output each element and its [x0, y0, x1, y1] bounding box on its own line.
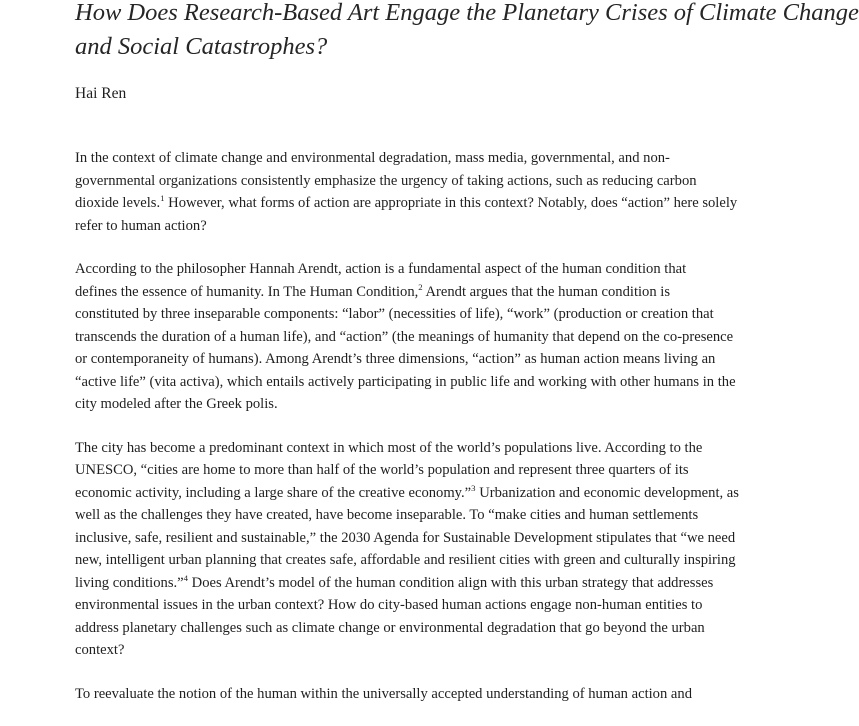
paragraph-line: city modeled after the Greek polis.: [75, 396, 278, 412]
footnote-marker: 1: [160, 193, 165, 204]
paragraph-line: To reevaluate the notion of the human within the universally accepted understanding of human action and: [75, 685, 692, 702]
paragraph-line: dioxide levels.$^1$ However, what forms of action are appropriate in this context? Notably, does “action” here solely: [75, 193, 738, 211]
footnote-marker: 3: [471, 482, 476, 493]
paragraph-line: The city has become a predominant context in which most of the world’s populations live. According to the: [75, 439, 703, 456]
author-name: Hai Ren: [75, 85, 127, 102]
article-body: [75, 147, 745, 726]
title-line-2: and Social Catastrophes?: [75, 33, 328, 60]
paragraph-1: [75, 147, 745, 237]
footnote-marker: 2: [418, 281, 423, 292]
paragraph-line: environmental issues in the urban context? How do city-based human actions engage non-human entities to: [75, 597, 703, 613]
title-line-1: How Does Research-Based Art Engage the Planetary Crises of Climate Change: [75, 0, 859, 26]
paragraph-line: new, intelligent urban planning that creates safe, affordable and resilient cities with green and culturally inspiring: [75, 552, 736, 568]
paragraph-2: [75, 258, 745, 416]
paragraph-line: In the context of climate change and environmental degradation, mass media, governmental, and non-: [75, 150, 670, 166]
article-title: [75, 0, 859, 64]
paragraph-line: living conditions.”$^4$ Does Arendt’s model of the human condition align with this urban strategy that addresses: [75, 572, 714, 591]
paragraph-3: [75, 437, 745, 662]
paragraph-4: [75, 683, 745, 706]
paragraph-line: constituted by three inseparable components: “labor” (necessities of life), “work” (production or creation that: [75, 306, 714, 322]
paragraph-line: refer to human action?: [75, 217, 207, 234]
paragraph-line: well as the challenges they have created, have become inseparable. To “make cities and human settlements: [75, 507, 699, 523]
paragraph-line: economic activity, including a large share of the creative economy.”$^3$ Urbanization and economic development, as: [75, 482, 739, 501]
paragraph-line: “active life” (vita activa), which entails actively participating in public life and working with other humans in the: [75, 373, 736, 390]
paragraph-line: According to the philosopher Hannah Arendt, action is a fundamental aspect of the human condition that: [75, 261, 687, 277]
paragraph-line: or contemporaneity of humans). Among Arendt’s three dimensions, “action” as human action means living an: [75, 351, 716, 367]
paragraph-line: governmental organizations consistently emphasize the urgency of taking actions, such as reducing carbon: [75, 172, 697, 189]
paragraph-line: address planetary challenges such as climate change or environmental degradation that go beyond the urban: [75, 619, 705, 636]
paragraph-line: defines the essence of humanity. In The Human Condition,$^2$ Arendt argues that the human condition is: [75, 281, 671, 300]
paragraph-line: inclusive, safe, resilient and sustainable,” the 2030 Agenda for Sustainable Development stipulates that “we need: [75, 529, 736, 546]
paragraph-line: context?: [75, 642, 125, 658]
paragraph-line: UNESCO, “cities are home to more than half of the world’s population and represent three quarters of its: [75, 462, 689, 478]
paragraph-line: transcends the duration of a human life), and “action” (the meanings of humanity that depend on the co-presence: [75, 328, 734, 345]
footnote-marker: 4: [183, 572, 189, 583]
